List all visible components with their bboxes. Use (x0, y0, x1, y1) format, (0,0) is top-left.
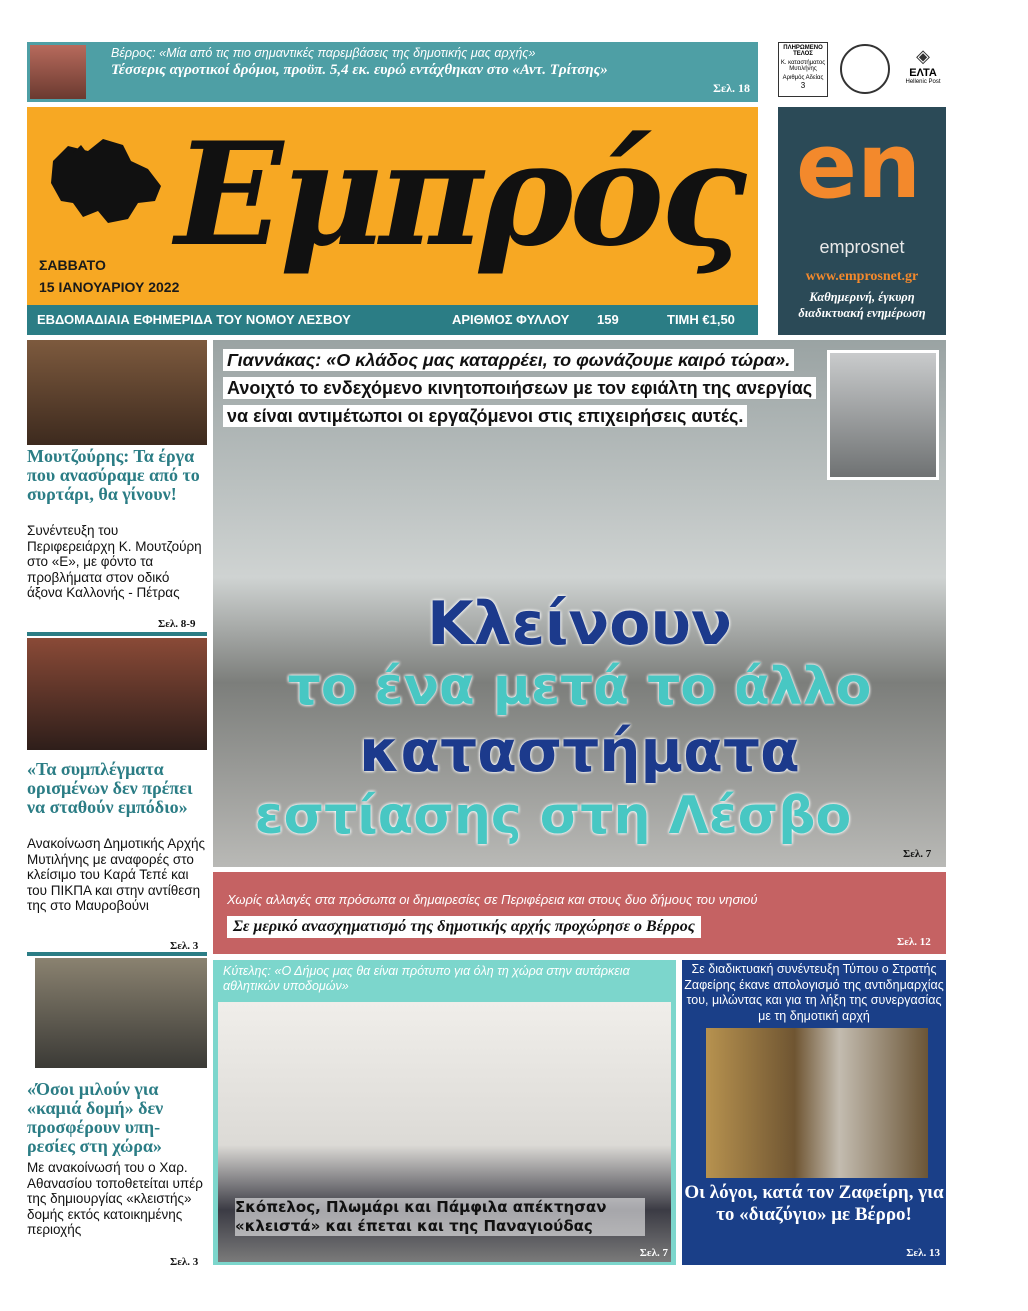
giannakas-photo (827, 350, 939, 480)
price: ΤΙΜΗ €1,50 (667, 312, 735, 327)
municipal-photo (27, 638, 207, 750)
elta-logo: ◈ ΕΛΤΑ Hellenic Post (905, 46, 941, 85)
emprosnet-url[interactable]: www.emprosnet.gr (805, 269, 919, 284)
main-headline-4: εστίασης στη Λέσβο (254, 786, 852, 846)
zafeiris-headline: Οι λόγοι, κατά τον Ζαφείρη, για το «διαζύγιο» με Βέρρο! (684, 1182, 944, 1225)
verros-headline: Σε μερικό ανασχηματισμό της δημοτικής αρχής προχώρησε ο Βέρρος (227, 916, 701, 938)
zafeiris-photo (706, 1028, 928, 1178)
lesvos-map-icon (43, 131, 173, 231)
issue-day: ΣΑΒΒΑΤΟ (39, 257, 106, 273)
left-story-3-headline[interactable]: «Όσοι μιλούν για «καμιά δομή» δεν προσφέρουν υπη-ρεσίες στη χώρα» (27, 1079, 164, 1156)
emprosnet-ad[interactable] (778, 107, 946, 335)
main-story-kicker-rest: Ανοιχτό το ενδεχόμενο κινητοποιήσεων με τον εφιάλτη της ανεργίας να είναι αντιμέτωποι οι εργαζόμενοι στις επιχειρήσεις αυτές. (223, 377, 816, 427)
kytelis-caption: Σκόπελος, Πλωμάρι και Πάμφιλα απέκτησαν «κλειστά» και έπεται και της Παναγιούδας (235, 1198, 645, 1236)
masthead-info-bar (27, 305, 758, 335)
divider (27, 952, 207, 956)
main-headline-1: Κλείνουν (427, 589, 732, 659)
zafeiris-kicker: Σε διαδικτυακή συνέντευξη Τύπου ο Στρατής Ζαφείρης έκανε απολογισμό της αντιδημαρχίας του, μιλώντας και για τη λήξη της συνεργασίας με τη δημοτική αρχή (684, 962, 944, 1023)
newspaper-subtitle: ΕΒΔΟΜΑΔΙΑΙΑ ΕΦΗΜΕΡΙΔΑ ΤΟΥ ΝΟΜΟΥ ΛΕΣΒΟΥ (37, 312, 351, 327)
emprosnet-brand: emprosnet (819, 237, 905, 257)
main-story[interactable] (213, 340, 946, 867)
zafeiris-story[interactable] (682, 960, 946, 1265)
kytelis-story[interactable] (213, 960, 676, 1265)
kytelis-kicker: Κύτελης: «Ο Δήμος μας θα είναι πρότυπο για όλη τη χώρα στην αυτάρκεια αθλητικών υποδομών» (223, 964, 630, 993)
left-story-2-page: Σελ. 3 (170, 940, 199, 952)
postal-stamps (778, 42, 946, 102)
verros-thumbnail (30, 45, 86, 99)
left-story-1-body: Συνέντευξη του Περιφερειάρχη Κ. Μουτζούρη στο «Ε», με φόντο τα προβλήματα στον οδικό άξονα Καλλονής - Πέτρας (27, 523, 202, 600)
emprosnet-logo (796, 114, 922, 219)
main-headline-3: καταστήματα (359, 717, 800, 785)
athanasiou-photo (35, 958, 207, 1068)
emprosnet-tagline: Καθημερινή, έγκυρη διαδικτυακή ενημέρωση (798, 290, 926, 320)
top-teaser[interactable] (27, 42, 758, 102)
top-teaser-quote: Βέρρος: «Μία από τις πιο σημαντικές παρεμβάσεις της δημοτικής μας αρχής» (111, 46, 536, 60)
main-story-page: Σελ. 7 (903, 848, 932, 860)
left-story-1-headline[interactable]: Μουτζούρης: Τα έργα που ανασύραμε από το συρτάρι, θα γίνουν! (27, 446, 200, 504)
newspaper-title: Εμπρός (175, 112, 743, 278)
divider (27, 632, 207, 636)
verros-story[interactable] (213, 872, 946, 954)
left-story-3-body: Με ανακοίνωσή του ο Χαρ. Αθανασίου τοποθετείται υπέρ της δημιουργίας «κλειστής» δομής εκτός κατοικημένης περιοχής (27, 1160, 203, 1237)
issue-label: ΑΡΙΘΜΟΣ ΦΥΛΛΟΥ (452, 312, 570, 327)
moutzouris-photo (27, 340, 207, 445)
top-teaser-headline: Τέσσερις αγροτικοί δρόμοι, προϋπ. 5,4 εκ. ευρώ εντάχθηκαν στο «Αντ. Τρίτσης» (111, 62, 608, 78)
issue-number: 159 (597, 312, 619, 327)
left-story-2-body: Ανακοίνωση Δημοτικής Αρχής Μυτιλήνης με αναφορές στο κλείσιμο του Καρά Τεπέ και του ΠΙΚΠΑ και στην αντίθεση της στο Μαυροβούνι (27, 836, 206, 913)
left-story-2-headline[interactable]: «Τα συμπλέγματα ορισμένων δεν πρέπει να σταθούν εμπόδιο» (27, 759, 193, 817)
verros-kicker: Χωρίς αλλαγές στα πρόσωπα οι δημαιρεσίες σε Περιφέρεια και στους δυο δήμους του νησιού (227, 892, 758, 907)
zafeiris-page: Σελ. 13 (906, 1247, 940, 1259)
top-teaser-page: Σελ. 18 (713, 81, 750, 95)
kytelis-page: Σελ. 7 (639, 1247, 668, 1259)
main-story-kicker (223, 346, 823, 430)
verros-page: Σελ. 12 (897, 936, 931, 948)
paid-fee-stamp: ΠΛΗΡΩΜΕΝΟ ΤΕΛΟΣ Κ. καταστήματος Μυτιλήνης Αριθμός Αδείας 3 (778, 42, 828, 97)
issue-date: 15 ΙΑΝΟΥΑΡΙΟΥ 2022 (39, 279, 180, 295)
main-headline-2: το ένα μετά το άλλο (287, 657, 872, 717)
main-story-kicker-bold: Γιαννάκας: «Ο κλάδος μας καταρρέει, το φωνάζουμε καιρό τώρα». (223, 349, 794, 371)
left-story-1-page: Σελ. 8-9 (158, 618, 196, 630)
emprosnet-logo-text: en (796, 114, 922, 219)
seal-icon (840, 44, 890, 94)
masthead (27, 107, 758, 335)
left-story-3-page: Σελ. 3 (170, 1256, 199, 1268)
